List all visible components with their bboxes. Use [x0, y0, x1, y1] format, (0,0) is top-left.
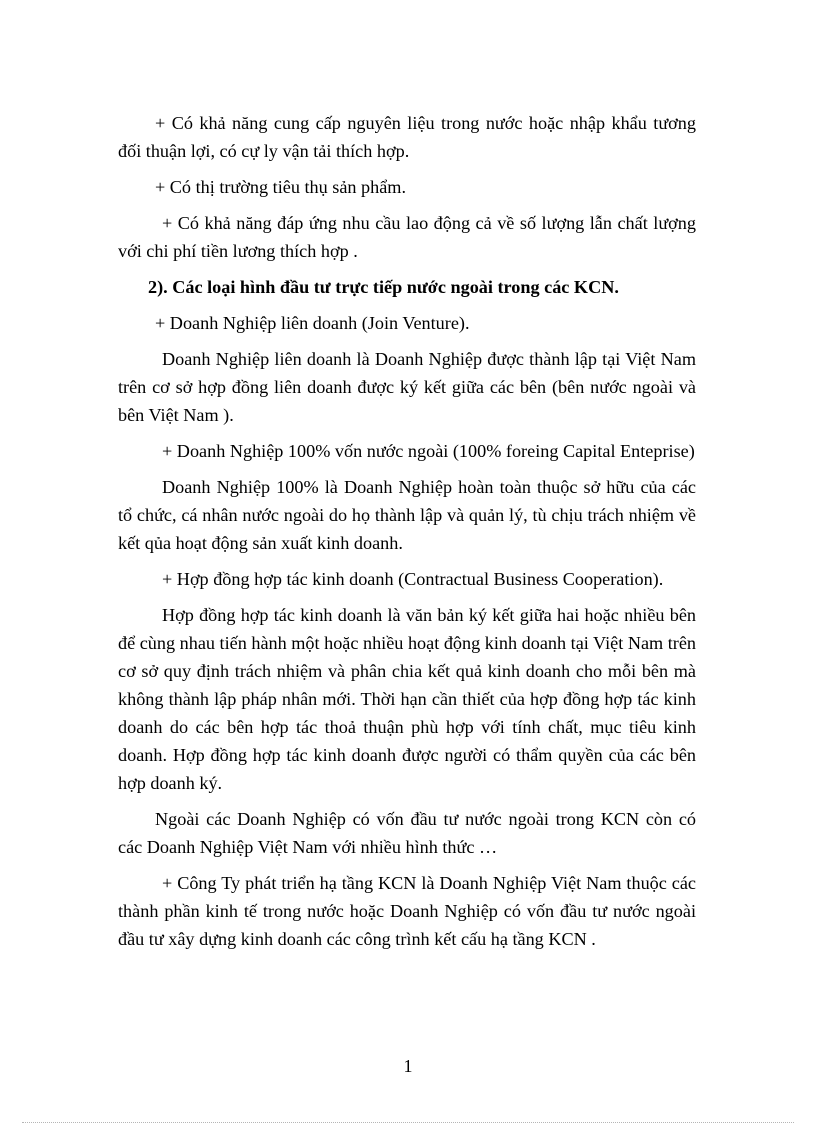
page-number: 1: [403, 1056, 413, 1076]
paragraph-raw-materials: + Có khả năng cung cấp nguyên liệu trong nước hoặc nhập khẩu tương đối thuận lợi, có cự ly vận tải thích hợp.: [118, 113, 696, 161]
paragraph-foreign-owned-title: + Doanh Nghiệp 100% vốn nước ngoài (100% foreing Capital Enteprise): [162, 441, 695, 461]
paragraph-bcc-body: Hợp đồng hợp tác kinh doanh là văn bản ký kết giữa hai hoặc nhiều bên để cùng nhau tiến hành một hoặc nhiều hoạt động kinh doanh tại Việt Nam trên cơ sở quy định trách nhiệm và phân chia kết quả kinh doanh cho mỗi bên mà không thành lập pháp nhân mới. Thời hạn cần thiết của hợp đồng hợp tác kinh doanh do các bên hợp tác thoả thuận phù hợp với tính chất, mục tiêu kinh doanh. Hợp đồng hợp tác kinh doanh được người có thẩm quyền của các bên hợp doanh ký.: [118, 605, 696, 793]
paragraph-infrastructure-company: + Công Ty phát triển hạ tầng KCN là Doanh Nghiệp Việt Nam thuộc các thành phần kinh tế trong nước hoặc Doanh Nghiệp có vốn đầu tư nước ngoài đầu tư xây dựng kinh doanh các công trình kết cấu hạ tầng KCN .: [118, 873, 696, 949]
paragraph-joint-venture-title: + Doanh Nghiệp liên doanh (Join Venture).: [155, 313, 470, 333]
document-body: [118, 109, 696, 961]
paragraph-joint-venture-body: Doanh Nghiệp liên doanh là Doanh Nghiệp được thành lập tại Việt Nam trên cơ sở hợp đồng liên doanh được ký kết giữa các bên (bên nước ngoài và bên Việt Nam ).: [118, 349, 696, 425]
paragraph-foreign-owned-body: Doanh Nghiệp 100% là Doanh Nghiệp hoàn toàn thuộc sở hữu của các tổ chức, cá nhân nước ngoài do họ thành lập và quản lý, tù chịu trách nhiệm về kết qủa hoạt động sản xuất kinh doanh.: [118, 477, 696, 553]
paragraph-labor: + Có khả năng đáp ứng nhu cầu lao động cả về số lượng lẫn chất lượng với chi phí tiền lương thích hợp .: [118, 213, 696, 261]
paragraph-bcc-title: + Hợp đồng hợp tác kinh doanh (Contractual Business Cooperation).: [162, 569, 664, 589]
paragraph-market: + Có thị trường tiêu thụ sản phẩm.: [155, 177, 406, 197]
section-heading: 2). Các loại hình đầu tư trực tiếp nước ngoài trong các KCN.: [148, 277, 619, 297]
paragraph-vietnamese-enterprises: Ngoài các Doanh Nghiệp có vốn đầu tư nước ngoài trong KCN còn có các Doanh Nghiệp Việt Nam với nhiều hình thức …: [118, 809, 696, 857]
